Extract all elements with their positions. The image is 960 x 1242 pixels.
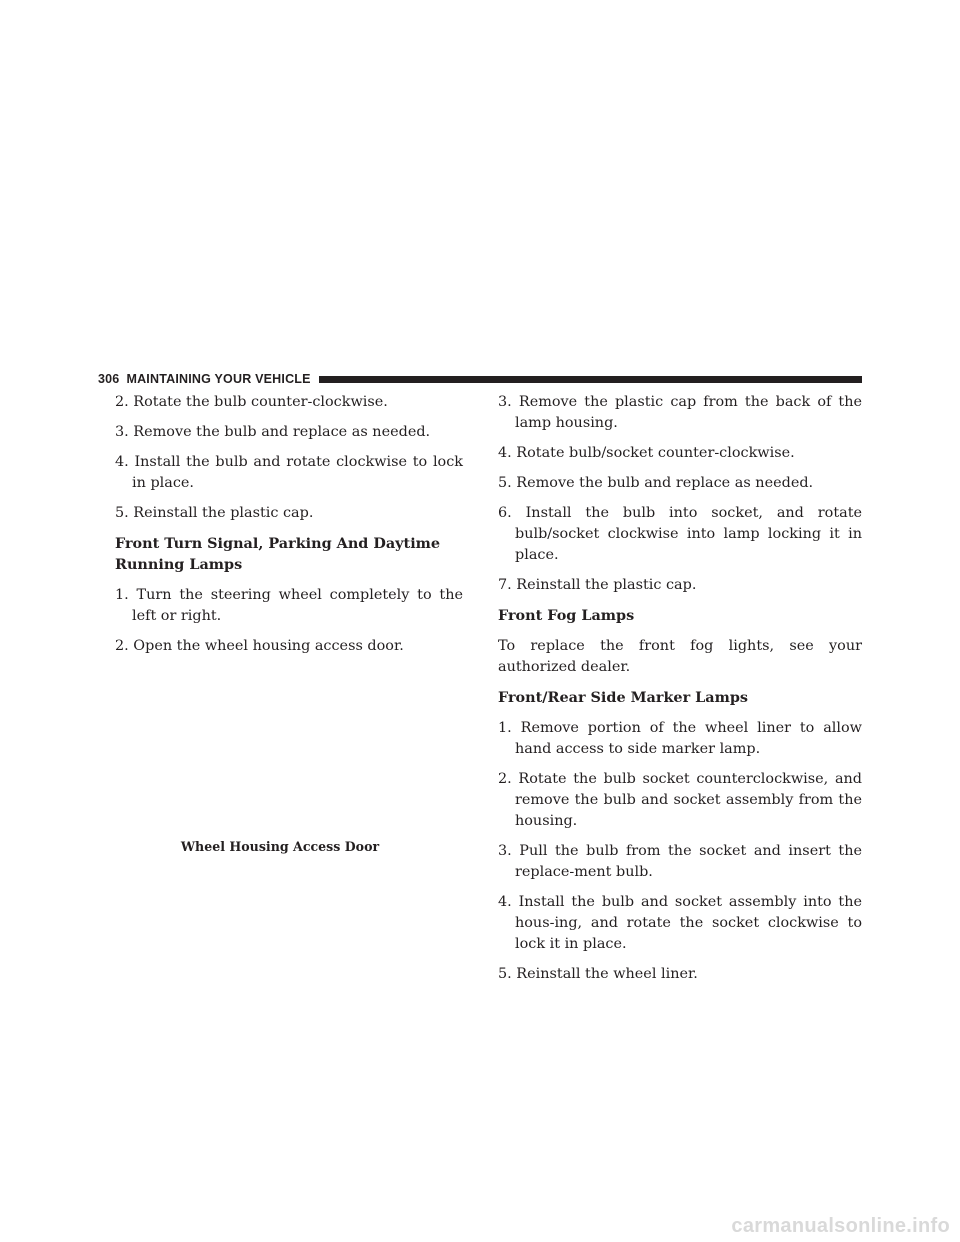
list-item: 2. Open the wheel housing access door. xyxy=(115,638,404,654)
list-item: 4. Rotate bulb/socket counter-clockwise. xyxy=(498,445,795,461)
list-item: 1. Turn the steering wheel completely to the left or right. xyxy=(115,587,463,624)
list-item: 1. Remove portion of the wheel liner to allow hand access to side marker lamp. xyxy=(498,720,862,757)
list-item: 6. Install the bulb into socket, and rotate bulb/socket clockwise into lamp locking it in place. xyxy=(498,505,862,563)
list-item: 5. Remove the bulb and replace as needed. xyxy=(498,475,814,491)
page-number: 306 xyxy=(98,372,120,386)
section-heading-fog-lamps: Front Fog Lamps xyxy=(498,607,635,624)
list-item: 7. Reinstall the plastic cap. xyxy=(498,577,697,593)
figure-caption: Wheel Housing Access Door xyxy=(180,839,380,854)
list-item: 3. Remove the bulb and replace as needed. xyxy=(115,424,431,440)
list-item: 2. Rotate the bulb counter-clockwise. xyxy=(115,394,388,410)
list-item: 3. Pull the bulb from the socket and insert the replace-ment bulb. xyxy=(498,843,862,880)
fog-lamps-text: To replace the front fog lights, see your authorized dealer. xyxy=(498,638,862,675)
watermark: carmanualsonline.info xyxy=(731,1215,950,1237)
left-column xyxy=(115,392,463,666)
heading-line: Front Turn Signal, Parking And Daytime xyxy=(115,535,441,552)
list-item: 5. Reinstall the plastic cap. xyxy=(115,505,314,521)
section-heading-side-marker: Front/Rear Side Marker Lamps xyxy=(498,689,749,706)
list-item: 4. Install the bulb and socket assembly into the hous-ing, and rotate the socket clockwise to lock it in place. xyxy=(498,894,862,952)
right-column xyxy=(498,392,862,994)
page-header xyxy=(98,370,862,388)
list-item: 3. Remove the plastic cap from the back of the lamp housing. xyxy=(498,394,862,431)
list-item: 4. Install the bulb and rotate clockwise to lock in place. xyxy=(115,454,463,491)
list-item: 2. Rotate the bulb socket counterclockwise, and remove the bulb and socket assembly from the housing. xyxy=(498,771,862,829)
section-heading-turn-signal xyxy=(115,533,463,575)
header-rule xyxy=(319,376,862,383)
heading-line: Running Lamps xyxy=(115,556,243,573)
list-item: 5. Reinstall the wheel liner. xyxy=(498,966,698,982)
section-title: MAINTAINING YOUR VEHICLE xyxy=(126,372,311,386)
